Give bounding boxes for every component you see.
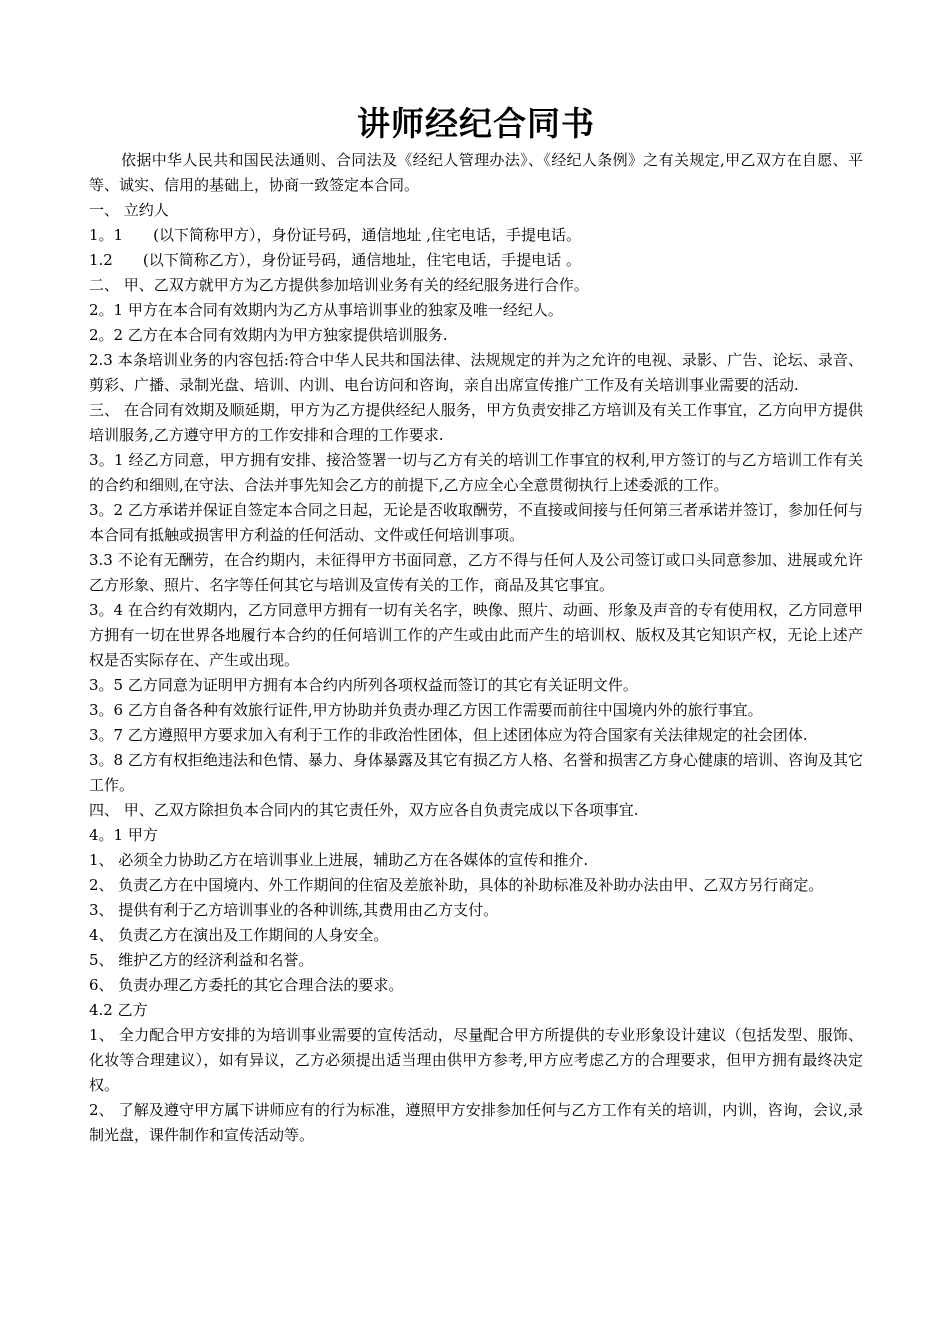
clause-paragraph: 1。1 (以下简称甲方），身份证号码，通信地址 ,住宅电话，手提电话。 <box>89 226 581 244</box>
document-title: 讲师经纪合同书 <box>357 104 595 143</box>
clause-paragraph: 2。1 甲方在本合同有效期内为乙方从事培训事业的独家及唯一经纪人。 <box>89 301 563 319</box>
clause-paragraph: 3。7 乙方遵照甲方要求加入有利于工作的非政治性团体，但上述团体应为符合国家有关法律规定的社会团体. <box>89 726 808 744</box>
clause-paragraph: 3。4 在合约有效期内，乙方同意甲方拥有一切有关名字，映像、照片、动画、形象及声音的专有使用权，乙方同意甲方拥有一切在世界各地履行本合约的任何培训工作的产生或由此而产生的培训权、版权及其它知识产权，无论上述产权是否实际存在、产生或出现。 <box>89 601 863 669</box>
section-heading: 二、 甲、乙双方就甲方为乙方提供参加培训业务有关的经纪服务进行合作。 <box>89 276 589 294</box>
section-heading: 一、 立约人 <box>89 201 169 219</box>
preamble-paragraph: 依据中华人民共和国民法通则、合同法及《经纪人管理办法》、《经纪人条例》之有关规定,甲乙双方在自愿、平等、诚实、信用的基础上，协商一致签定本合同。 <box>89 151 863 194</box>
clause-paragraph: 2.3 本条培训业务的内容包括:符合中华人民共和国法律、法规规定的并为之允许的电视、录影、广告、论坛、录音、剪彩、广播、录制光盘、培训、内训、电台访问和咨询，亲自出席宣传推广工作及有关培训事业需要的活动. <box>89 351 863 394</box>
subsection-heading: 4。1 甲方 <box>89 826 158 844</box>
clause-paragraph: 3。6 乙方自备各种有效旅行证件,甲方协助并负责办理乙方因工作需要而前往中国境内外的旅行事宜。 <box>89 701 763 719</box>
subsection-heading: 4.2 乙方 <box>89 1001 148 1019</box>
list-item: 5、 维护乙方的经济利益和名誉。 <box>89 951 314 969</box>
clause-paragraph: 3。2 乙方承诺并保证自签定本合同之日起，无论是否收取酬劳，不直接或间接与任何第三者承诺并签订，参加任何与本合同有抵触或损害甲方利益的任何活动、文件或任何培训事项。 <box>89 501 863 544</box>
list-item: 1、 全力配合甲方安排的为培训事业需要的宣传活动，尽量配合甲方所提供的专业形象设计建议（包括发型、服饰、化妆等合理建议），如有异议，乙方必须提出适当理由供甲方参考,甲方应考虑乙方的合理要求，但甲方拥有最终决定权。 <box>89 1026 863 1094</box>
clause-paragraph: 3。5 乙方同意为证明甲方拥有本合约内所列各项权益而签订的其它有关证明文件。 <box>89 676 638 694</box>
clause-paragraph: 2。2 乙方在本合同有效期内为甲方独家提供培训服务. <box>89 326 448 344</box>
section-heading: 四、 甲、乙双方除担负本合同内的其它责任外，双方应各自负责完成以下各项事宜. <box>89 801 639 819</box>
document-page <box>89 100 863 1148</box>
list-item: 3、 提供有利于乙方培训事业的各种训练,其费用由乙方支付。 <box>89 901 499 919</box>
list-item: 2、 了解及遵守甲方属下讲师应有的行为标准，遵照甲方安排参加任何与乙方工作有关的培训，内训，咨询，会议,录制光盘，课件制作和宣传活动等。 <box>89 1101 863 1144</box>
clause-paragraph: 3。1 经乙方同意，甲方拥有安排、接洽签署一切与乙方有关的培训工作事宜的权利,甲方签订的与乙方培训工作有关的合约和细则,在守法、合法并事先知会乙方的前提下,乙方应全心全意贯彻执行上述委派的工作。 <box>89 451 863 494</box>
list-item: 4、 负责乙方在演出及工作期间的人身安全。 <box>89 926 389 944</box>
clause-paragraph: 3.3 不论有无酬劳，在合约期内，未征得甲方书面同意，乙方不得与任何人及公司签订或口头同意参加、进展或允许乙方形象、照片、名字等任何其它与培训及宣传有关的工作，商品及其它事宜。 <box>89 551 863 594</box>
list-item: 2、 负责乙方在中国境内、外工作期间的住宿及差旅补助，具体的补助标准及补助办法由甲、乙双方另行商定。 <box>89 876 824 894</box>
section-heading: 三、 在合同有效期及顺延期，甲方为乙方提供经纪人服务，甲方负责安排乙方培训及有关工作事宜，乙方向甲方提供培训服务,乙方遵守甲方的工作安排和合理的工作要求. <box>89 401 863 444</box>
list-item: 1、 必须全力协助乙方在培训事业上进展，辅助乙方在各媒体的宣传和推介. <box>89 851 589 869</box>
list-item: 6、 负责办理乙方委托的其它合理合法的要求。 <box>89 976 404 994</box>
clause-paragraph: 3。8 乙方有权拒绝违法和色情、暴力、身体暴露及其它有损乙方人格、名誉和损害乙方身心健康的培训、咨询及其它工作。 <box>89 751 863 794</box>
document-body <box>89 148 863 1148</box>
clause-paragraph: 1.2 (以下简称乙方），身份证号码，通信地址，住宅电话，手提电话 。 <box>89 251 581 269</box>
